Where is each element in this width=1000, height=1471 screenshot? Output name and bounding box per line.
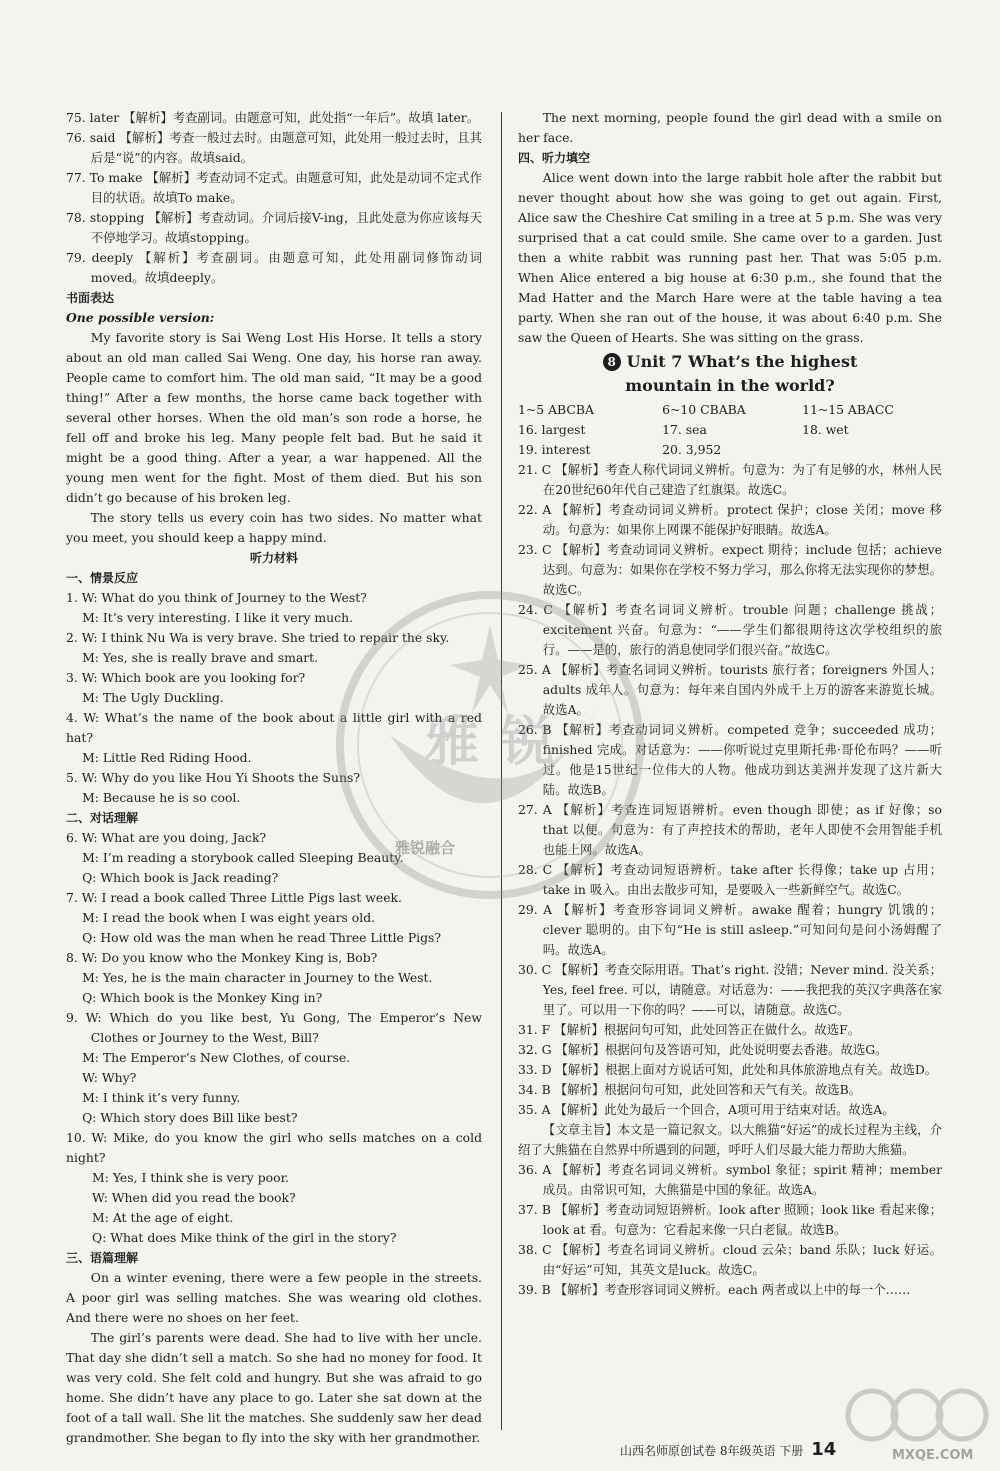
left-text-line: M: Little Red Riding Hood. [82,750,252,765]
answer-key-cell: 19. interest [518,442,591,457]
answer-key-cell: 20. 3,952 [662,442,722,457]
left-text-line: M: Because he is so cool. [82,790,241,805]
answer-explanation-line: 25. A 【解析】考查名词词义辨析。tourists 旅行者；foreigners 外国人；adults 成年人。句意为：每年来自国内外成千上万的游客来游览长城。故选A。 [518,662,942,717]
right-top-section [518,108,946,348]
corner-logo-text: MXQE.COM [892,1448,974,1463]
left-text-line: M: Yes, he is the main character in Journey to the West. [82,970,433,985]
page-number: 14 [811,1439,837,1460]
footer-title: 山西名师原创试卷 8年级英语 下册 [620,1444,804,1458]
answer-explanation-line: 23. C 【解析】考查动词词义辨析。expect 期待；include 包括；achieve 达到。句意为：如果你在学校不努力学习，那么你将无法实现你的梦想。故选C。 [518,542,946,597]
left-text-line: 77. To make 【解析】考查动词不定式。由题意可知，此处是动词不定式作目的状语。故填To make。 [66,170,482,205]
left-text-line: Q: Which book is the Monkey King in? [82,990,323,1005]
answer-explanation-line: 30. C 【解析】考查交际用语。That’s right. 没错；Never mind. 没关系；Yes, feel free. 可以，请随意。对话意为：——我把我的英汉字典落在家里了。可以用一下你的吗？——可以，请随意。故选C。 [518,962,943,1017]
right-top-text-line: 四、听力填空 [518,151,591,165]
answer-explanation-line: 37. B 【解析】考查动词短语辨析。look after 照顾；look like 看起来像；look at 看。句意为：它看起来像一只白老鼠。故选B。 [518,1202,942,1237]
column-divider [501,112,502,1430]
answer-explanation-line: 27. A 【解析】考查连词短语辨析。even though 即使；as if 好像；so that 以便。句意为：有了声控技术的帮助，老年人即使不会用智能手机也能上网。故选A。 [518,802,946,857]
left-text-line: M: I read the book when I was eight years old. [82,910,376,925]
left-text-line: 书面表达 [66,291,115,305]
left-text-line: 9. W: Which do you like best, Yu Gong, The Emperor’s New Clothes or Journey to the West, Bill? [66,1010,486,1045]
left-text-line: W: When did you read the book? [92,1190,296,1205]
unit-number-badge: 8 [603,353,621,371]
left-text-line: One possible version: [66,310,215,325]
left-text-line: M: I think it’s very funny. [82,1090,241,1105]
left-text-line: 8. W: Do you know who the Monkey King is, Bob? [66,950,378,965]
answer-explanation-line: 33. D 【解析】根据上面对方说话可知，此处和具体旅游地点有关。故选D。 [518,1062,938,1077]
left-text-line: 一、情景反应 [66,571,139,585]
unit-title-line2: mountain in the world? [625,376,835,395]
left-text-line: 7. W: I read a book called Three Little Pigs last week. [66,890,402,905]
page-footer [620,1440,836,1461]
right-top-text-line: The next morning, people found the girl dead with a smile on her face. [518,110,946,145]
left-text-line: 3. W: Which book are you looking for? [66,670,306,685]
left-text-line: 二、对话理解 [66,811,139,825]
watermark-text: 雅锐融合 [395,839,456,857]
left-text-line: The story tells us every coin has two sides. No matter what you meet, you should keep a happy mind. [66,510,486,545]
answer-key-cell: 17. sea [662,422,707,437]
left-text-line: M: The Emperor’s New Clothes, of course. [82,1050,351,1065]
answer-explanation-line: 31. F 【解析】根据问句可知，此处回答正在做什么。故选F。 [518,1022,861,1037]
left-text-line: On a winter evening, there were a few people in the streets. A poor girl was selling matches. She was wearing old clothes. And there were no shoes on her feet. [66,1270,486,1325]
answer-explanation-line: 32. G 【解析】根据问句及答语可知，此处说明要去香港。故选G。 [518,1042,888,1057]
left-text-line: Q: What does Mike think of the girl in the story? [92,1230,397,1245]
answer-explanation-line: 【文章主旨】本文是一篇记叙文。以大熊猫“好运”的成长过程为主线，介绍了大熊猫在自然界中所遇到的问题，呼吁人们尽最大能力帮助大熊猫。 [518,1122,942,1157]
answer-explanation-line: 29. A 【解析】考查形容词词义辨析。awake 醒着；hungry 饥饿的；clever 聪明的。由下句“He is still asleep.”可知问句是问小汤姆醒了吗。故选A。 [518,902,942,957]
left-text-line: 1. W: What do you think of Journey to the West? [66,590,367,605]
left-text-line: 79. deeply 【解析】考查副词。由题意可知，此处用副词修饰动词 moved。故填deeply。 [66,250,486,285]
svg-text:雅: 雅 [425,710,479,773]
answer-key-cell: 11~15 ABACC [802,402,894,417]
left-column [66,108,486,1448]
answer-explanation-line: 38. C 【解析】考查名词词义辨析。cloud 云朵；band 乐队；luck 好运。由“好运”可知，其英文是luck。故选C。 [518,1242,942,1277]
left-text-line: 2. W: I think Nu Wa is very brave. She tried to repair the sky. [66,630,450,645]
left-text-line: 听力材料 [249,551,298,565]
answer-explanation-line: 35. A 【解析】此处为最后一个回合，A项可用于结束对话。故选A。 [518,1102,895,1117]
left-text-line: Q: Which book is Jack reading? [82,870,279,885]
answer-key-cell: 18. wet [802,422,849,437]
answer-key-cell: 1~5 ABCBA [518,402,594,417]
left-text-line: 5. W: Why do you like Hou Yi Shoots the Suns? [66,770,360,785]
left-text-line: Q: Which story does Bill like best? [82,1110,298,1125]
answer-key-cell [802,440,942,460]
unit-heading [518,350,942,398]
svg-text:锐: 锐 [500,710,554,773]
answer-explanation-line: 24. C 【解析】考查名词词义辨析。trouble 问题；challenge 挑战；excitement 兴奋。句意为：“——学生们都很期待这次学校组织的旅行。——是的，旅行的消息使同学们很兴奋。”故选C。 [518,602,942,657]
answer-key-cell: 6~10 CBABA [662,402,746,417]
left-text-line: My favorite story is Sai Weng Lost His Horse. It tells a story about an old man called Sai Weng. One day, his horse ran away. People came to comfort him. The old man said, “It may be a good thing!” After a few months, the horse came back together with several other horses. When the old man’s son rode a horse, he fell off and broke his leg. Many people felt bad. But he said it might be a good thing. After a year, a war happened. All the young men went for the fight. Most of them died. But his son didn’t go because of his broken leg. [66,330,486,505]
left-text-line: M: Yes, she is really brave and smart. [82,650,319,665]
answer-explanation-line: 26. B 【解析】考查动词词义辨析。competed 竞争；succeeded 成功；finished 完成。对话意为：——你听说过克里斯托弗·哥伦布吗？——听过。他是15世纪一位伟大的人物。他成功到达美洲并发现了这片新大陆。故选B。 [518,722,943,797]
left-text-line: 4. W: What’s the name of the book about a little girl with a red hat? [66,710,486,745]
answer-explanation-line: 34. B 【解析】根据问句可知，此处回答和天气有关。故选B。 [518,1082,862,1097]
left-text-line: W: Why? [82,1070,137,1085]
left-text-line: 10. W: Mike, do you know the girl who sells matches on a cold night? [66,1130,486,1165]
answer-explanation-line: 39. B 【解析】考查形容词词义辨析。each 两者或以上中的每一个…… [518,1282,911,1297]
answer-key-grid [518,400,942,460]
answer-explanation-line: 36. A 【解析】考查名词词义辨析。symbol 象征；spirit 精神；member 成员。由常识可知，大熊猫是中国的象征。故选A。 [518,1162,946,1197]
left-text-line: Q: How old was the man when he read Three Little Pigs? [82,930,442,945]
left-text-line: The girl’s parents were dead. She had to live with her uncle. That day she didn’t sell a match. So she had no money for food. It was very cold. She felt cold and hungry. But she was afraid to go home. She didn’t have any place to go. Later she sat down at the foot of a tall wall. She lit the matches. She suddenly saw her dead grandmother. She began to fly into the sky with her grandmother. [66,1330,486,1445]
left-text-line: M: The Ugly Duckling. [82,690,224,705]
answer-explanation-line: 22. A 【解析】考查动词词义辨析。protect 保护；close 关闭；move 移动。句意为：如果你上网课不能保护好眼睛。故选A。 [518,502,942,537]
right-top-text-line: Alice went down into the large rabbit hole after the rabbit but never thought about how she was going to get out again. First, Alice saw the Cheshire Cat smiling in a tree at 5 p.m. She was very surprised that a cat could smile. She came over to a garden. Just then a white rabbit was running past her. That was 5:05 p.m. When Alice entered a big house at 6:30 p.m., she found that the Mad Hatter and the March Hare were at the table having a tea party. When she ran out of the house, it was about 6:40 p.m. She saw the Queen of Hearts. She was sitting on the grass. [518,170,946,345]
left-text-line: M: I’m reading a storybook called Sleeping Beauty. [82,850,404,865]
left-text-line: M: Yes, I think she is very poor. [92,1170,290,1185]
left-text-line: 75. later 【解析】考查副词。由题意可知，此处指“一年后”。故填 later。 [66,110,480,125]
left-text-line: M: It’s very interesting. I like it very much. [82,610,354,625]
left-text-line: 76. said 【解析】考查一般过去时。由题意可知，此处用一般过去时，且其后是“说”的内容。故填said。 [66,130,482,165]
left-text-line: 78. stopping 【解析】考查动词。介词后接V-ing，且此处意为你应该每天不停地学习。故填stopping。 [66,210,482,245]
right-column [518,108,946,1300]
left-text-line: M: At the age of eight. [92,1210,234,1225]
answer-key-cell: 16. largest [518,422,586,437]
answer-explanation-line: 28. C 【解析】考查动词短语辨析。take after 长得像；take up 占用；take in 吸入。由出去散步可知，是要吸入一些新鲜空气。故选C。 [518,862,942,897]
left-text-line: 三、语篇理解 [66,1251,139,1265]
unit-title-line1: Unit 7 What’s the highest [626,352,858,371]
left-text-line: 6. W: What are you doing, Jack? [66,830,267,845]
right-bottom-section [518,460,946,1300]
answer-explanation-line: 21. C 【解析】考查人称代词词义辨析。句意为：为了有足够的水，林州人民在20世纪60年代自己建造了红旗渠。故选C。 [518,462,942,497]
